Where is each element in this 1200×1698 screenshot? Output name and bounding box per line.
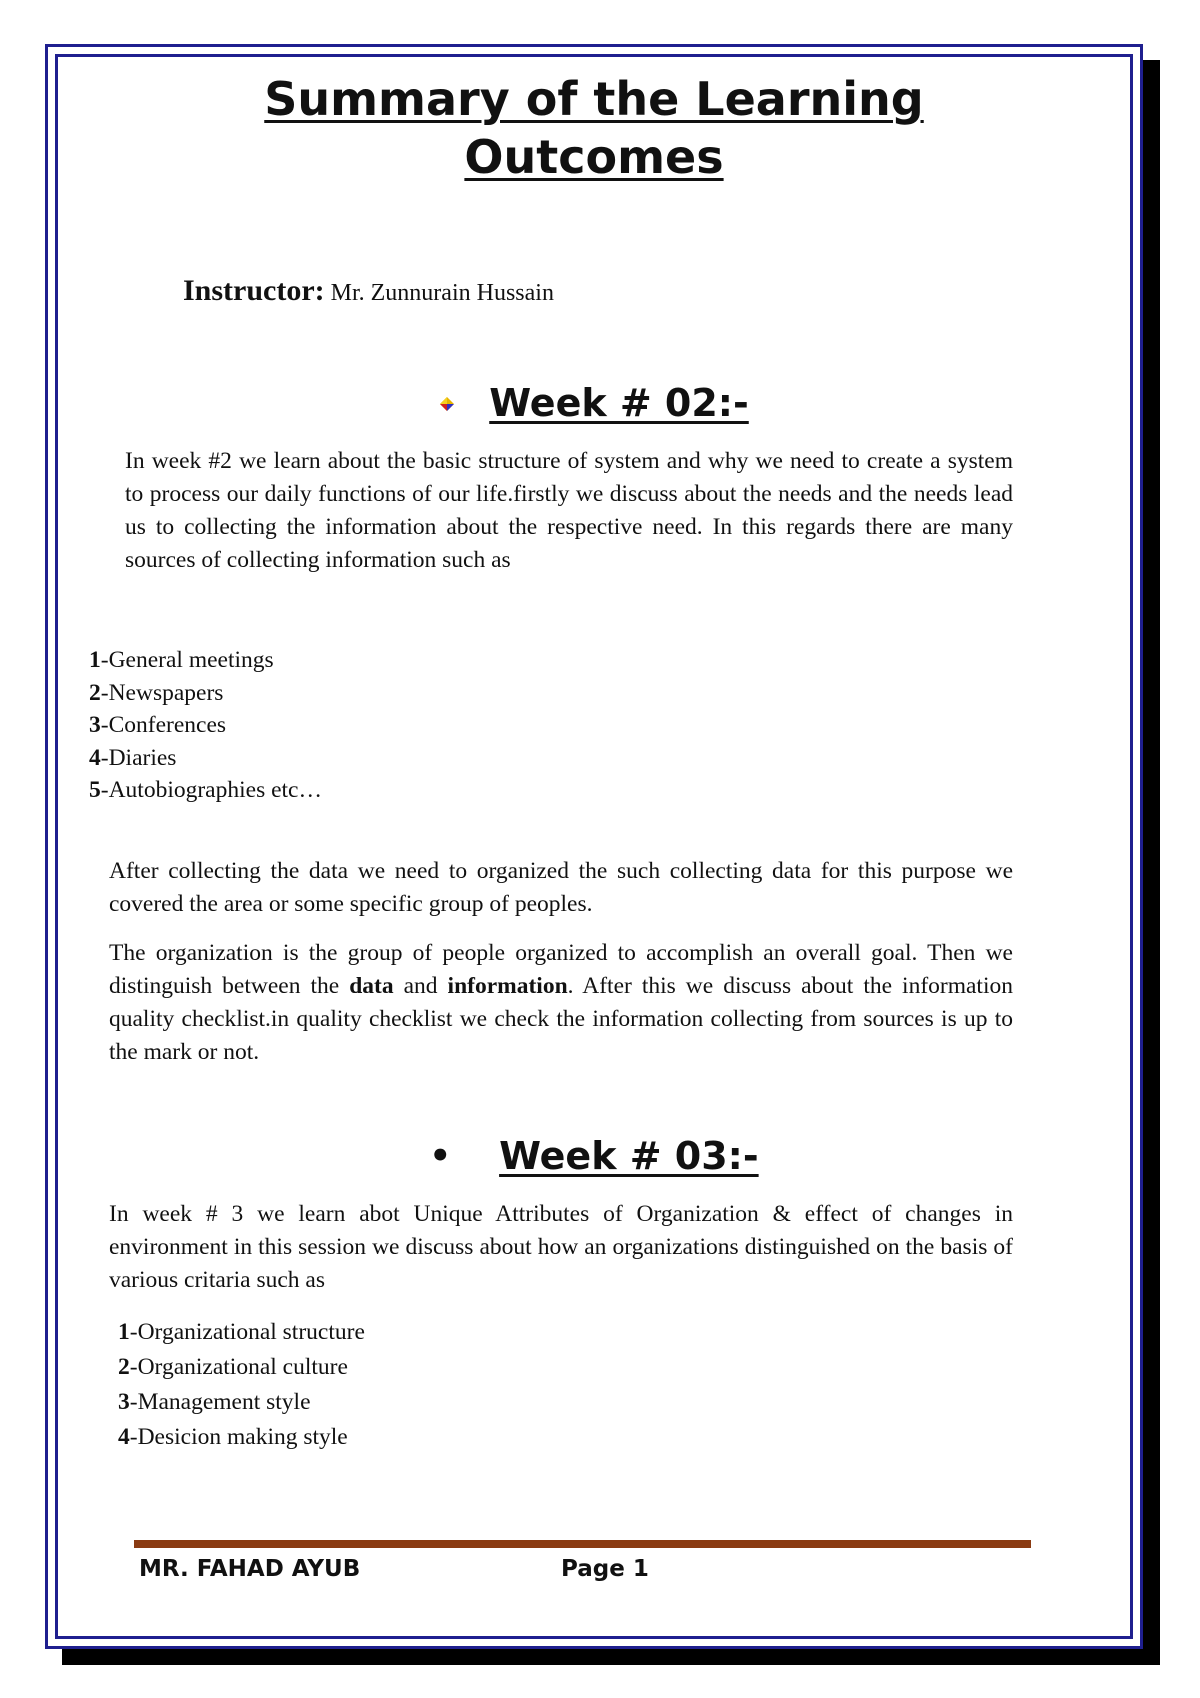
footer-author: MR. FAHAD AYUB	[139, 1556, 361, 1582]
week3-heading	[55, 1133, 1133, 1181]
bullet-dot-icon: •	[429, 1136, 452, 1176]
list-item: 2-Organizational culture	[118, 1354, 348, 1380]
footer-page-number: Page 1	[561, 1556, 649, 1582]
footer-rule	[134, 1540, 1031, 1548]
week2-heading	[55, 380, 1133, 426]
list-item: 1-General meetings	[89, 647, 274, 673]
week2-sources-list	[89, 644, 322, 807]
instructor-line	[183, 274, 554, 308]
list-item: 3-Conferences	[89, 712, 227, 738]
week3-heading-text: Week # 03:-	[499, 1134, 759, 1178]
week3-criteria-list	[118, 1315, 365, 1455]
document-title	[55, 70, 1133, 186]
list-item: 4-Desicion making style	[118, 1424, 348, 1450]
week2-heading-text: Week # 02:-	[489, 381, 749, 425]
list-item: 5-Autobiographies etc…	[89, 777, 322, 803]
diamond-bullet-icon	[439, 396, 455, 412]
week3-intro: In week # 3 we learn abot Unique Attributes of Organization & effect of changes in environment in this session we discuss about how an organizations distinguished on the basis of various critaria such as	[109, 1201, 1013, 1293]
instructor-label: Instructor:	[183, 274, 325, 307]
instructor-name: Mr. Zunnurain Hussain	[324, 280, 554, 306]
week2-paragraph-3: The organization is the group of people organized to accomplish an overall goal. Then we distinguish between the data and information. After this we discuss about the information quality checklist.in quality checklist we check the information collecting from sources is up to the mark or not.	[109, 940, 1013, 1065]
list-item: 4-Diaries	[89, 744, 177, 771]
week2-intro: In week #2 we learn about the basic structure of system and why we need to create a system to process our daily functions of our life.firstly we discuss about the needs and the needs lead us to collecting the information about the respective need. In this regards there are many sources of collecting information such as	[125, 448, 1013, 573]
list-item: 2-Newspapers	[89, 679, 224, 706]
title-line-1: Summary of the Learning	[264, 72, 924, 126]
term-data: data	[349, 973, 394, 999]
list-item: 1-Organizational structure	[118, 1319, 365, 1345]
title-line-2: Outcomes	[464, 130, 724, 184]
list-item: 3-Management style	[118, 1389, 311, 1415]
week2-paragraph-2: After collecting the data we need to organized the such collecting data for this purpose we covered the area or some specific group of peoples.	[109, 858, 1013, 917]
term-information: information	[447, 973, 568, 999]
